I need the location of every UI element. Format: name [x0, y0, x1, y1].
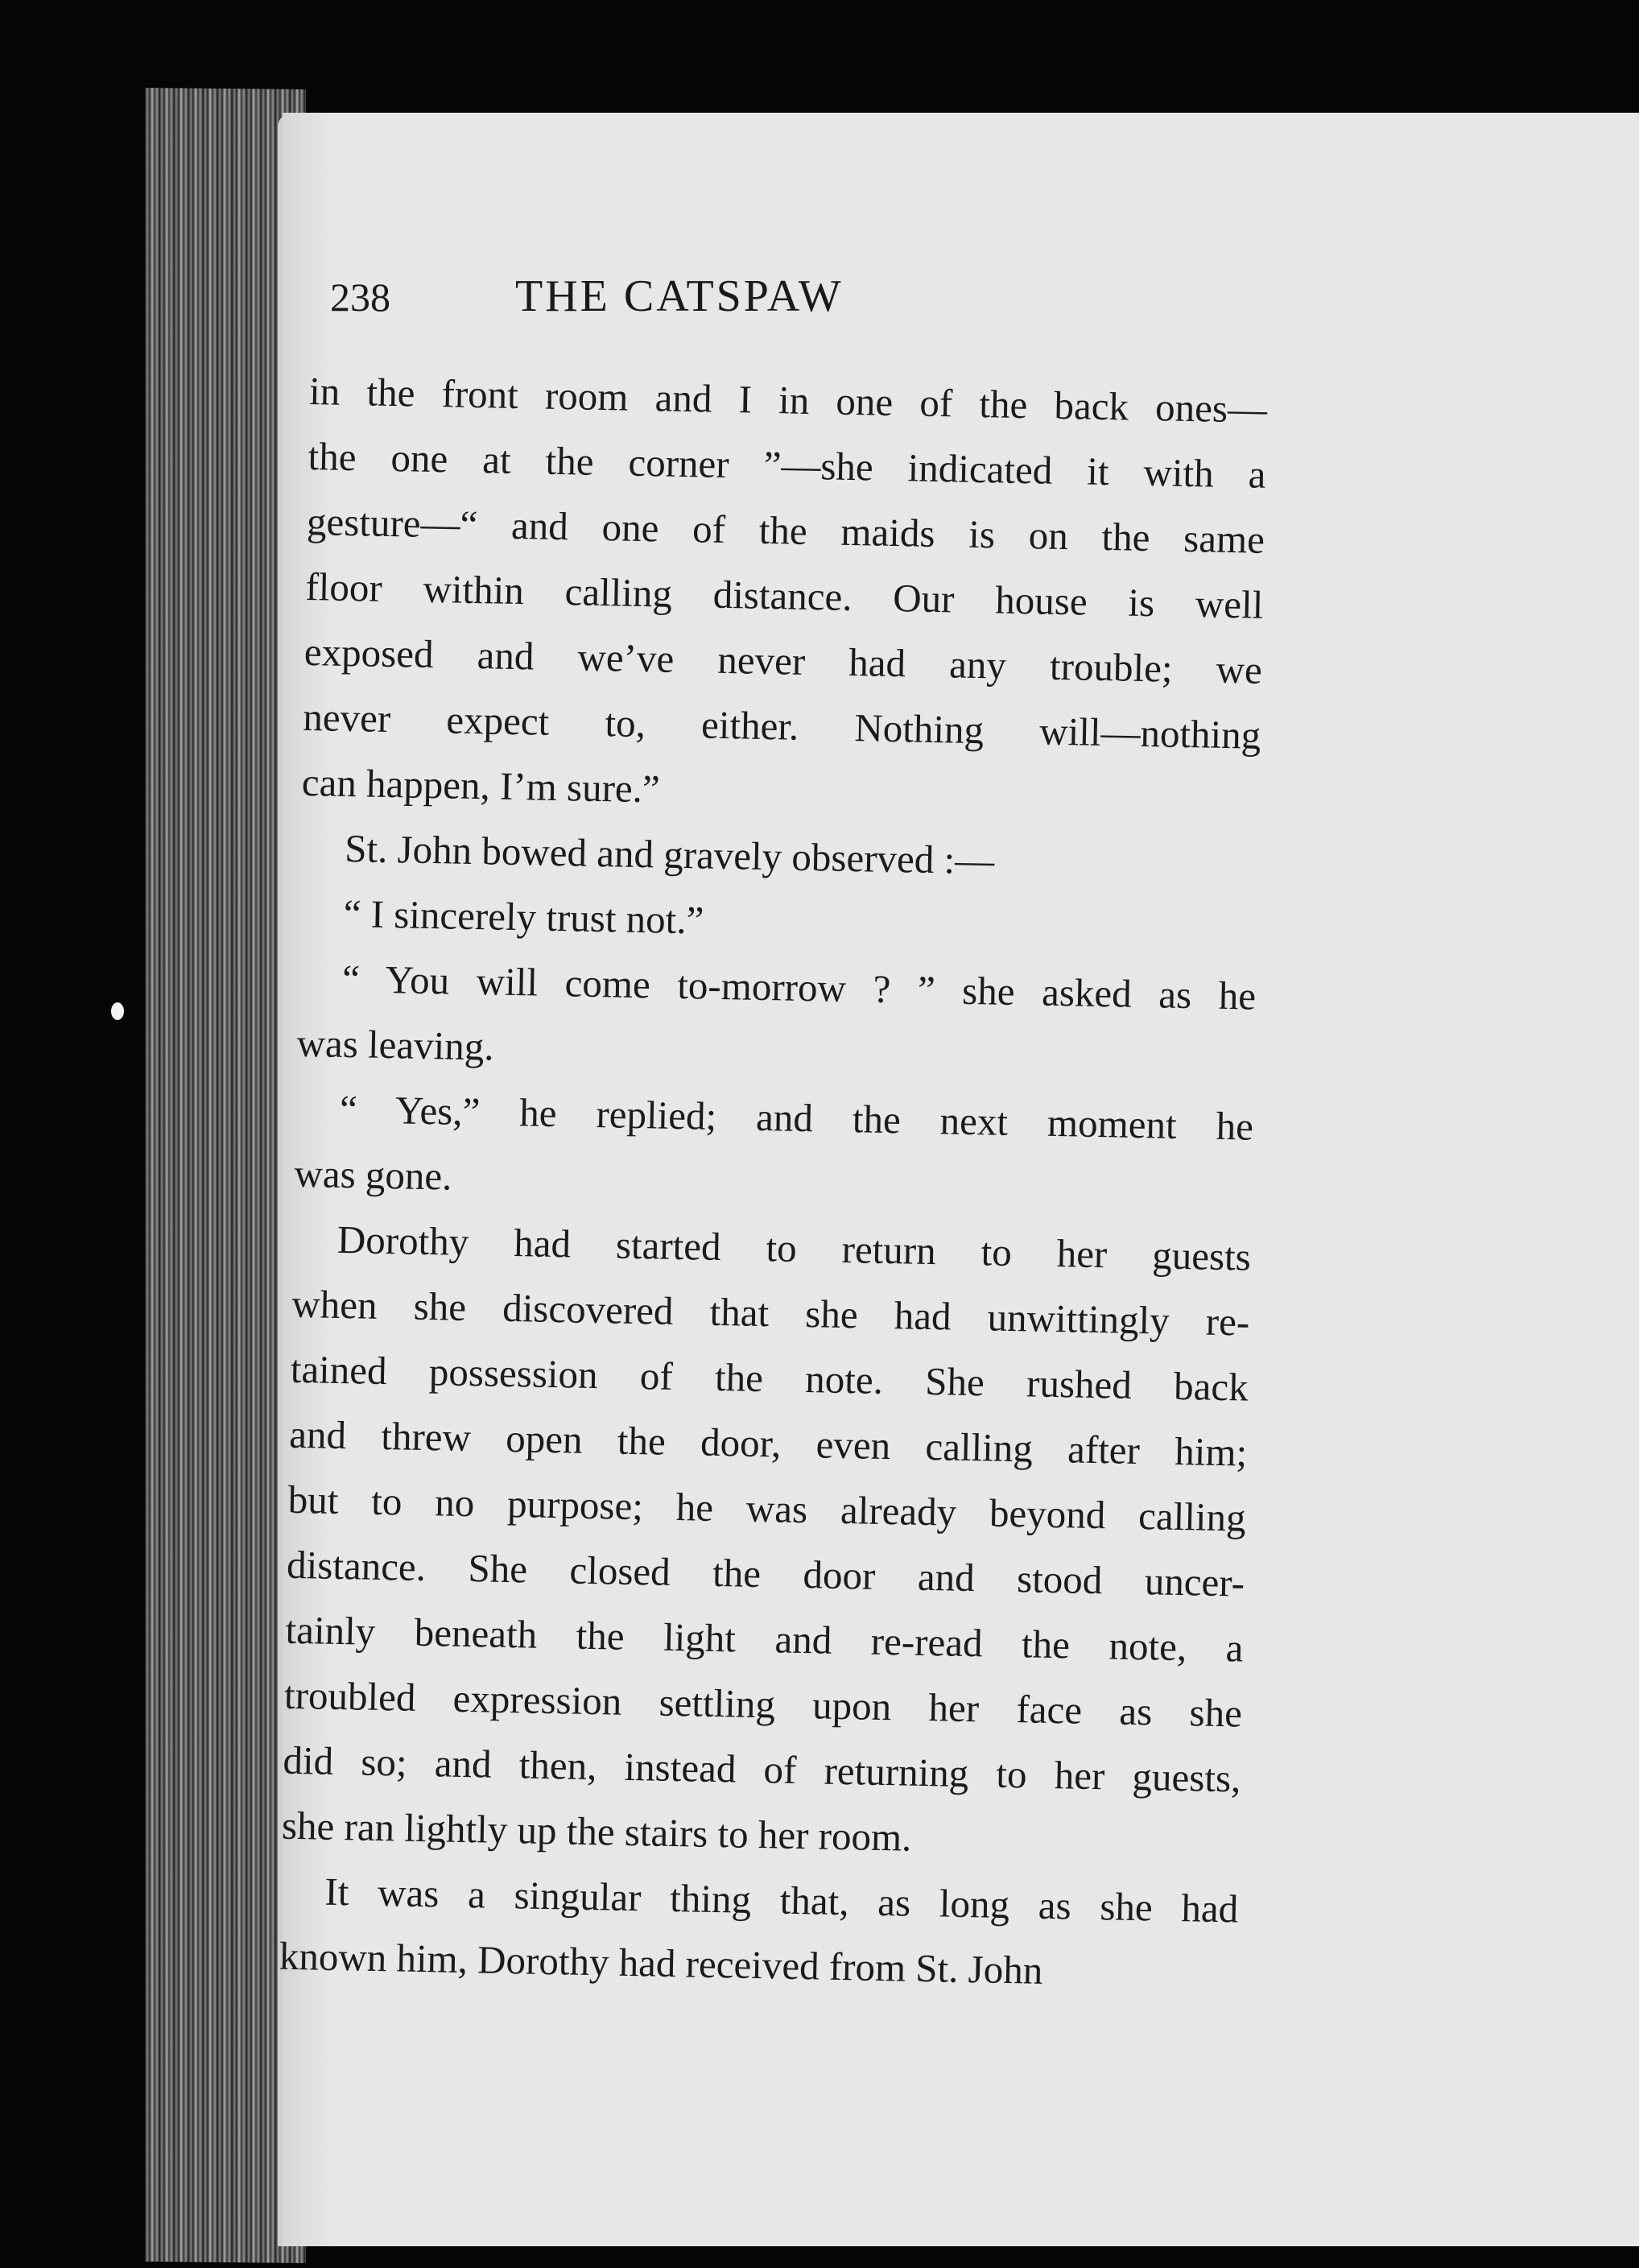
- text-line: distance. She closed the door and stood uncer-: [286, 1542, 1245, 1605]
- text-line: never expect to, either. Nothing will—nothing: [302, 694, 1261, 758]
- text-line: exposed and we’ve never had any trouble; we: [303, 629, 1263, 692]
- paragraph: [281, 1206, 1251, 1877]
- paragraph: [279, 1858, 1239, 2007]
- text-line: gesture—“ and one of the maids is on the same: [306, 498, 1265, 562]
- text-line: floor within calling distance. Our house is well: [305, 564, 1264, 627]
- text-line: when she discovered that she had unwittingly re-: [291, 1281, 1250, 1345]
- running-title: THE CATSPAW: [515, 271, 844, 321]
- text-line: was leaving.: [296, 1020, 495, 1069]
- scan-fleck: [111, 1002, 124, 1020]
- text-line: St. John bowed and gravely observed :—: [344, 825, 995, 883]
- text-line: “ Yes,” he replied; and the next moment he: [339, 1086, 1254, 1149]
- text-line: in the front room and I in one of the back ones—: [308, 368, 1268, 432]
- text-line: It was a singular thing that, as long as she had: [324, 1869, 1239, 1931]
- text-line: and threw open the door, even calling after him;: [288, 1411, 1248, 1475]
- paragraph: [294, 1076, 1254, 1225]
- body-text: [279, 358, 1268, 2006]
- text-line: “ I sincerely trust not.”: [343, 890, 704, 943]
- text-line: Dorothy had started to return to her guests: [336, 1217, 1252, 1279]
- text-line: known him, Dorothy had received from St. John: [279, 1933, 1043, 1993]
- text-line: can happen, I’m sure.”: [301, 759, 661, 812]
- paragraph: [296, 945, 1257, 1094]
- text-line: she ran lightly up the stairs to her room.: [281, 1803, 912, 1860]
- text-line: but to no purpose; he was already beyond calling: [287, 1477, 1247, 1540]
- text-line: tained possession of the note. She rushed back: [290, 1346, 1249, 1410]
- text-line: the one at the corner ”—she indicated it with a: [308, 433, 1266, 497]
- paragraph: [301, 358, 1268, 833]
- text-line: did so; and then, instead of returning to her guests,: [283, 1737, 1241, 1801]
- page-number: 238: [330, 275, 390, 320]
- text-line: was gone.: [294, 1151, 453, 1199]
- text-line: troubled expression settling upon her face as she: [283, 1672, 1243, 1736]
- text-line: “ You will come to-morrow ? ” she asked as he: [341, 956, 1257, 1018]
- text-line: tainly beneath the light and re-read the note, a: [285, 1607, 1244, 1671]
- page-header: [330, 271, 1272, 338]
